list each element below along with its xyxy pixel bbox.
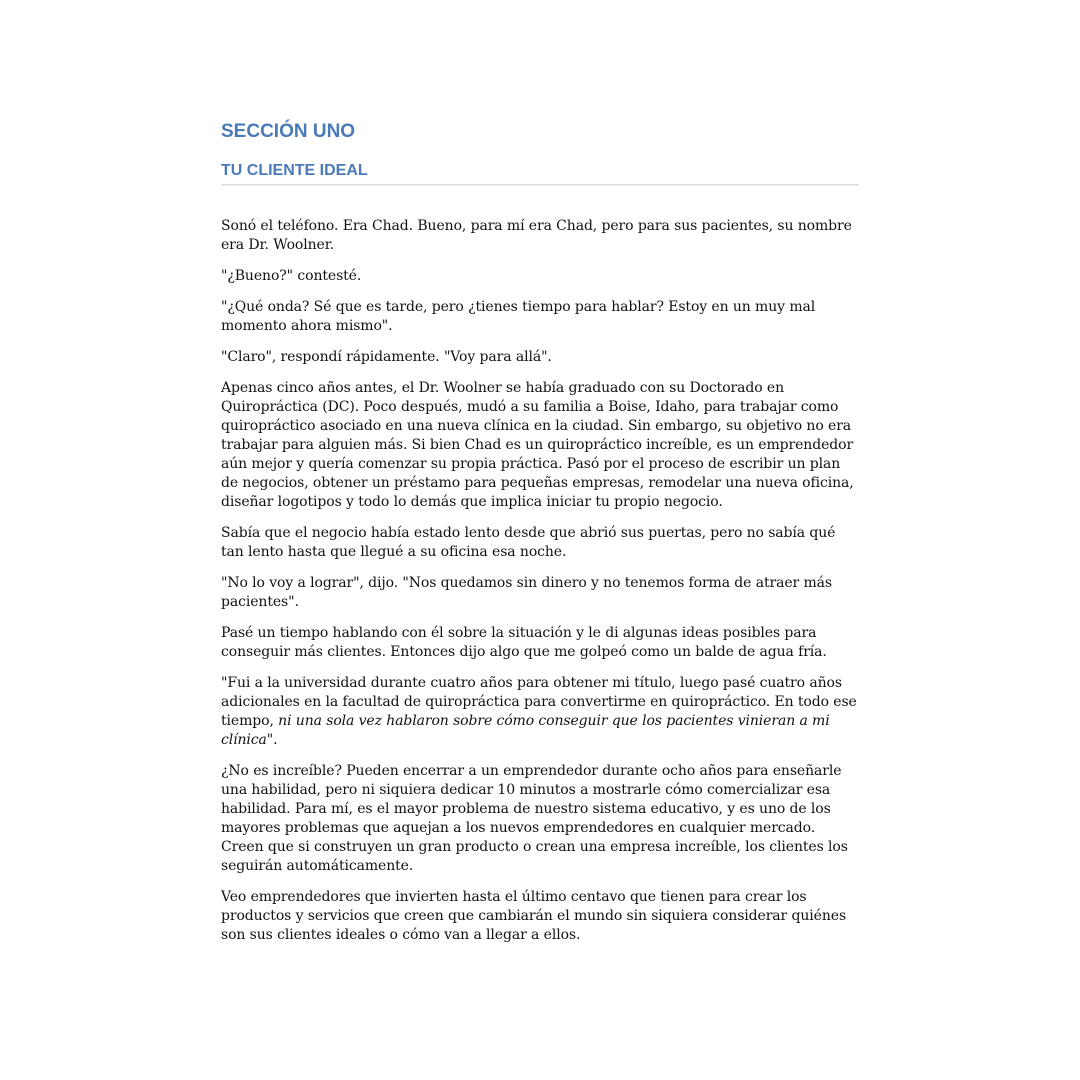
italic-emphasis: ni una sola vez hablaron sobre cómo conseguir que los pacientes vinieran a mi clínica xyxy=(221,713,830,748)
paragraph: Pasé un tiempo hablando con él sobre la situación y le di algunas ideas posibles para conseguir más clientes. Entonces dijo algo que me golpeó como un balde de agua fría. xyxy=(221,625,827,660)
paragraph: Sabía que el negocio había estado lento desde que abrió sus puertas, pero no sabía qué tan lento hasta que llegué a su oficina esa noche. xyxy=(221,525,836,560)
document-page xyxy=(221,118,861,957)
section-heading: SECCIÓN UNO xyxy=(221,121,356,142)
paragraph: "Claro", respondí rápidamente. "Voy para allá". xyxy=(221,349,552,365)
heading-divider xyxy=(221,184,859,186)
paragraph-text: ". xyxy=(266,732,278,748)
paragraph: Sonó el teléfono. Era Chad. Bueno, para mí era Chad, pero para sus pacientes, su nombre era Dr. Woolner. xyxy=(221,218,852,253)
paragraph: Apenas cinco años antes, el Dr. Woolner se había graduado con su Doctorado en Quiropráctica (DC). Poco después, mudó a su familia a Boise, Idaho, para trabajar como quiropráctico asociado en una nueva clínica en la ciudad. Sin embargo, su objetivo no era trabajar para alguien más. Si bien Chad es un quiropráctico increíble, es un emprendedor aún mejor y quería comenzar su propia práctica. Pasó por el proceso de escribir un plan de negocios, obtener un préstamo para pequeñas empresas, remodelar una nueva oficina, diseñar logotipos y todo lo demás que implica iniciar tu propio negocio. xyxy=(221,380,854,510)
paragraph: "¿Bueno?" contesté. xyxy=(221,268,362,284)
paragraph: Veo emprendedores que invierten hasta el último centavo que tienen para crear los productos y servicios que creen que cambiarán el mundo sin siquiera considerar quiénes son sus clientes ideales o cómo van a llegar a ellos. xyxy=(221,889,847,943)
paragraph: "¿Qué onda? Sé que es tarde, pero ¿tienes tiempo para hablar? Estoy en un muy mal momento ahora mismo". xyxy=(221,299,816,334)
paragraph: ¿No es increíble? Pueden encerrar a un emprendedor durante ocho años para enseñarle una habilidad, pero ni siquiera dedicar 10 minutos a mostrarle cómo comercializar esa habilidad. Para mí, es el mayor problema de nuestro sistema educativo, y es uno de los mayores problemas que aquejan a los nuevos emprendedores en cualquier mercado. Creen que si construyen un gran producto o crean una empresa increíble, los clientes los seguirán automáticamente. xyxy=(221,763,848,874)
paragraph: "No lo voy a lograr", dijo. "Nos quedamos sin dinero y no tenemos forma de atraer más pacientes". xyxy=(221,575,832,610)
paragraph-text: "Fui a la universidad durante cuatro años para obtener mi título, luego pasé cuatro años adicionales en la facultad de quiropráctica para convertirme en quiropráctico. En todo ese tiempo, xyxy=(221,675,857,729)
chapter-heading: TU CLIENTE IDEAL xyxy=(221,162,368,179)
paragraph xyxy=(221,674,861,750)
body-text xyxy=(221,217,861,945)
